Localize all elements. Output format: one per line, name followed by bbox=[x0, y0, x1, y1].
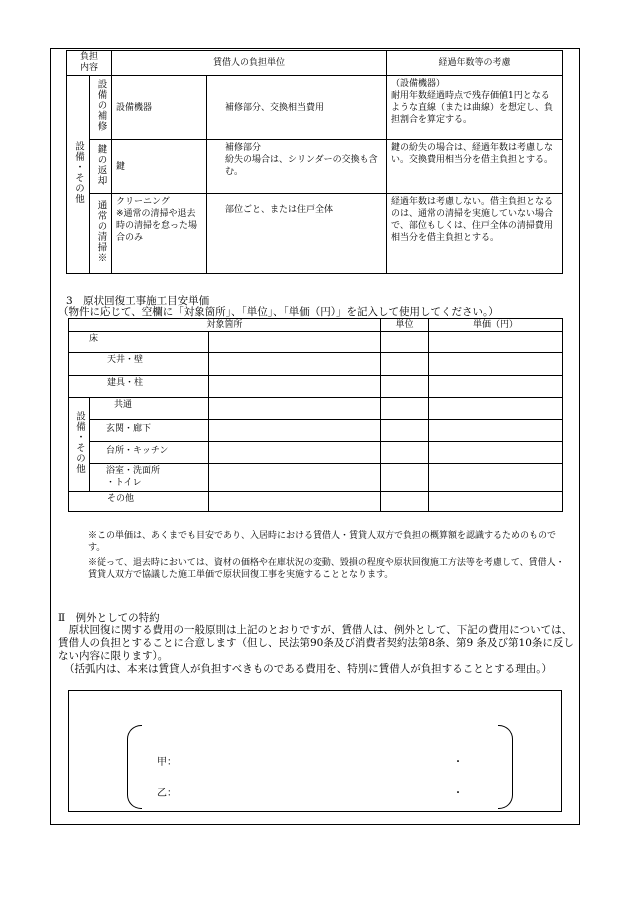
cell-blank[interactable] bbox=[381, 376, 429, 398]
row-label-repair: 設備の補修 bbox=[90, 76, 112, 140]
cell-blank[interactable] bbox=[209, 398, 381, 420]
cell-blank[interactable] bbox=[429, 332, 563, 353]
row-item-equipment: 設備機器 bbox=[112, 76, 207, 140]
cell-blank[interactable] bbox=[429, 353, 563, 376]
cell-blank[interactable] bbox=[381, 420, 429, 442]
section2-paren-note: （括弧内は、本来は賃貸人が負担すべきものである費用を、特別に賃借人が負担することとする理由。） bbox=[64, 663, 553, 675]
cell-blank[interactable] bbox=[381, 332, 429, 353]
section2-heading: Ⅱ 例外としての特約 bbox=[58, 612, 160, 624]
unit-price-table bbox=[68, 318, 563, 512]
header-unit: 賃借人の負担単位 bbox=[112, 51, 387, 76]
cell-blank[interactable] bbox=[429, 420, 563, 442]
party-b-label: 乙： bbox=[157, 788, 177, 799]
cell-blank[interactable] bbox=[209, 420, 381, 442]
row-note-key: 鍵の紛失の場合は、経過年数は考慮しない。交換費用相当分を借主負担とする。 bbox=[387, 140, 563, 194]
cell-blank[interactable] bbox=[381, 492, 429, 512]
cell-blank[interactable] bbox=[209, 376, 381, 398]
cell-blank[interactable] bbox=[429, 442, 563, 464]
left-bracket bbox=[127, 725, 142, 809]
group-label: 設備・その他 bbox=[67, 76, 90, 274]
row-unit-equipment: 補修部分、交換相当費用 bbox=[207, 76, 387, 140]
row-note-cleaning: 経過年数は考慮しない。借主負担となるのは、通常の清掃を実施していない場合で、部位もしくは、住戸全体の清掃費用相当分を借主負担とする。 bbox=[387, 194, 563, 274]
cell-blank[interactable] bbox=[429, 376, 563, 398]
cell-blank[interactable] bbox=[429, 398, 563, 420]
price-note-2: ※従って、退去時においては、資材の価格や在庫状況の変動、毀損の程度や原状回復施工方法等を考慮して、賃借人・賃貸人双方で協議した施工単価で原状回復工事を実施することとなります。 bbox=[88, 558, 565, 580]
row-item-key: 鍵 bbox=[112, 140, 207, 194]
header-burden: 負担 内容 bbox=[67, 51, 112, 76]
cell-blank[interactable] bbox=[381, 353, 429, 376]
row-fixture-pillar: 建具・柱 bbox=[69, 376, 209, 398]
cell-blank[interactable] bbox=[209, 332, 381, 353]
header-target: 対象箇所 bbox=[69, 319, 381, 332]
row-note-equipment: （設備機器） 耐用年数経過時点で残存価値1円となるような直線（または曲線）を想定し、負担割合を算定する。 bbox=[387, 76, 563, 140]
cell-blank[interactable] bbox=[381, 442, 429, 464]
cell-blank[interactable] bbox=[429, 492, 563, 512]
row-item-cleaning: クリーニング ※通常の清掃や退去時の清掃を怠った場合のみ bbox=[112, 194, 207, 274]
row-kitchen: 台所・キッチン bbox=[90, 442, 209, 464]
section3-subtitle: （物件に応じて、空欄に「対象箇所」、「単位」、「単価（円）」を記入して使用してください。） bbox=[58, 306, 499, 318]
row-common: 共通 bbox=[90, 398, 209, 420]
section2-paragraph: 原状回復に関する費用の一般原則は上記のとおりですが、賃借人は、例外として、下記の費用については、賃借人の負担とすることに合意します（但し、民法第90条及び消費者契約法第8条、第9 条及び第10条に反しない内容に限ります）。 bbox=[58, 624, 574, 662]
header-consider: 経過年数等の考慮 bbox=[387, 51, 563, 76]
cell-blank[interactable] bbox=[209, 464, 381, 492]
party-b-seal: ・ bbox=[453, 788, 463, 799]
burden-table bbox=[66, 50, 563, 274]
header-price-col: 単価（円） bbox=[429, 319, 563, 332]
cell-blank[interactable] bbox=[381, 398, 429, 420]
cell-blank[interactable] bbox=[429, 464, 563, 492]
row-floor: 床 bbox=[69, 332, 209, 353]
row-entrance: 玄関・廊下 bbox=[90, 420, 209, 442]
cell-blank[interactable] bbox=[209, 442, 381, 464]
section3-title: 3 原状回復工事施工目安単価 bbox=[66, 295, 210, 307]
cell-blank[interactable] bbox=[209, 492, 381, 512]
row-unit-key: 補修部分 紛失の場合は、シリンダーの交換も含む。 bbox=[207, 140, 387, 194]
cell-blank[interactable] bbox=[209, 353, 381, 376]
row-label-cleaning: 通常の清掃※ bbox=[90, 194, 112, 274]
row-label-key: 鍵の返却 bbox=[90, 140, 112, 194]
row-unit-cleaning: 部位ごと、または住戸全体 bbox=[207, 194, 387, 274]
row-ceiling-wall: 天井・壁 bbox=[69, 353, 209, 376]
group-label-2: 設備・その他 bbox=[69, 398, 90, 492]
party-a-seal: ・ bbox=[453, 757, 463, 768]
row-other: その他 bbox=[69, 492, 209, 512]
special-terms-box[interactable] bbox=[68, 690, 562, 812]
header-unit-col: 単位 bbox=[381, 319, 429, 332]
party-a-label: 甲： bbox=[157, 757, 177, 768]
cell-blank[interactable] bbox=[381, 464, 429, 492]
row-bathroom: 浴室・洗面所 ・トイレ bbox=[90, 464, 209, 492]
right-bracket bbox=[498, 725, 513, 809]
price-note-1: ※この単価は、あくまでも目安であり、入居時における賃借人・賃貸人双方で負担の概算額を認識するためのものです。 bbox=[88, 531, 557, 553]
